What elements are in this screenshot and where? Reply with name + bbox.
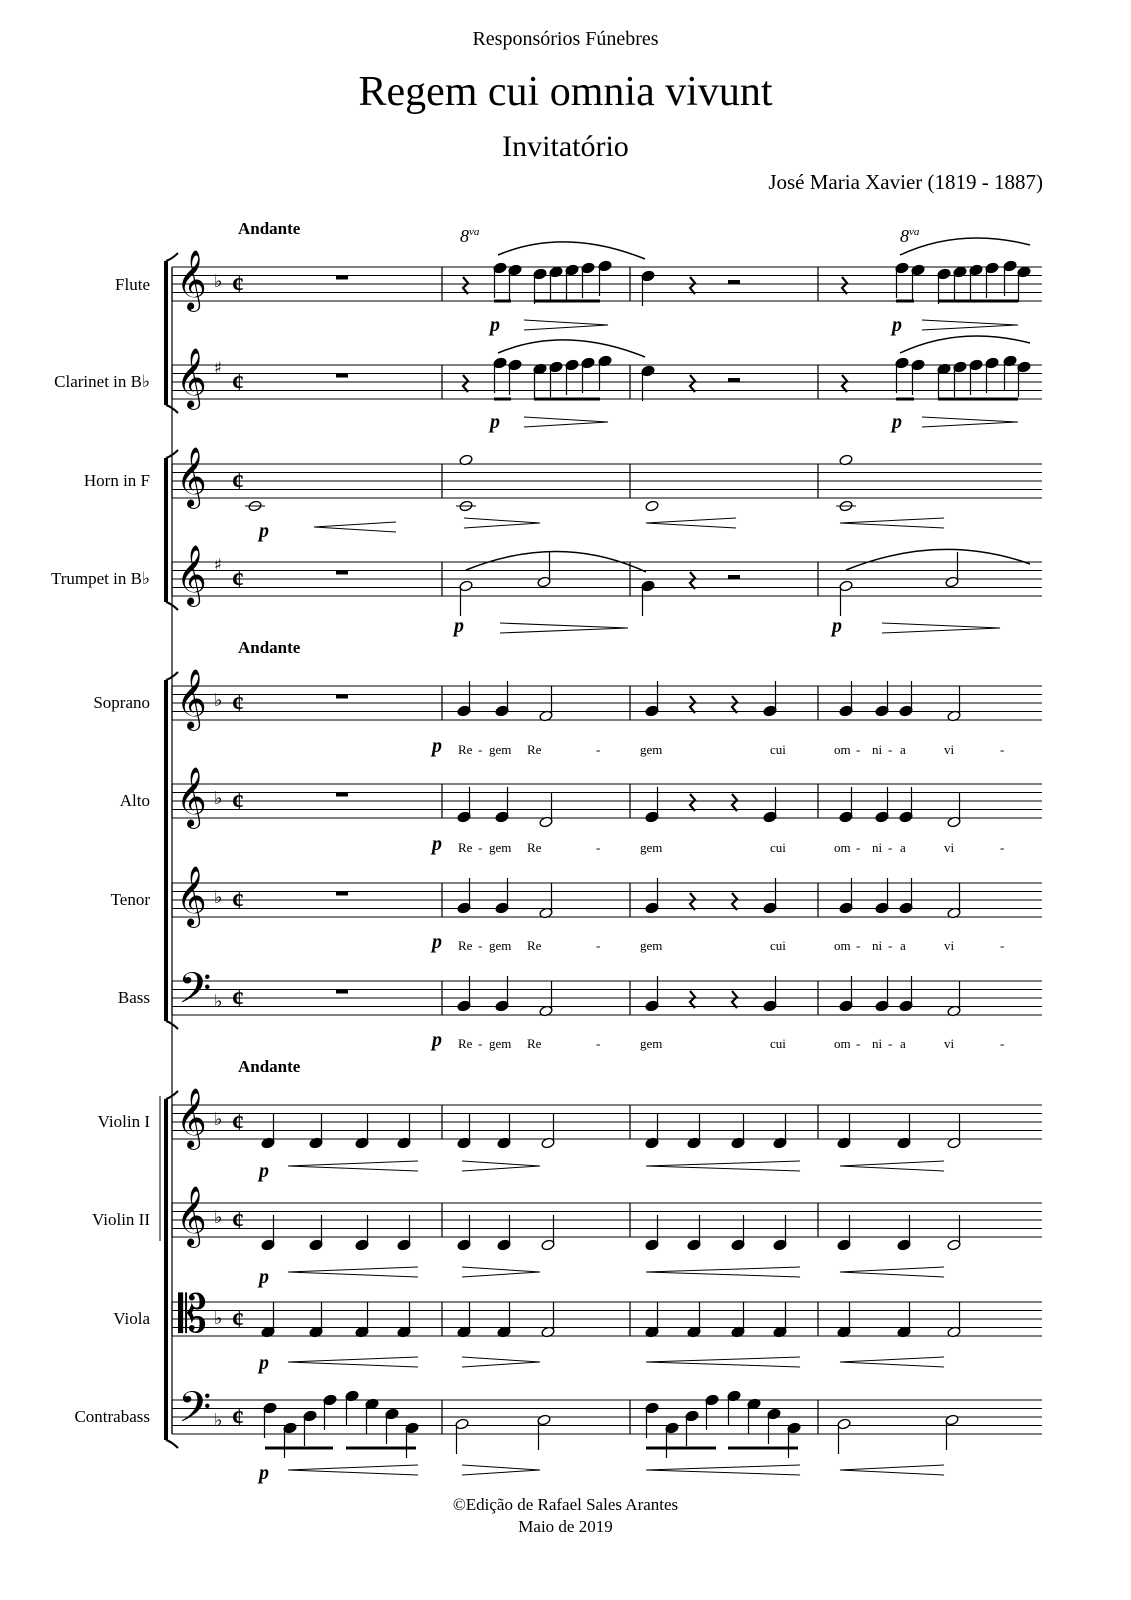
lyric-syllable: om	[834, 742, 851, 757]
crescendo-hairpin	[314, 527, 396, 532]
slur	[846, 549, 1030, 570]
instrument-label-trumpet: Trumpet in B♭	[50, 569, 150, 588]
lyric-hyphen: -	[888, 742, 893, 757]
treble-clef-icon: 𝄞	[176, 545, 207, 605]
lyric-syllable: vi	[944, 938, 955, 953]
diminuendo-hairpin	[922, 417, 1018, 422]
instrument-label-contrabass: Contrabass	[74, 1407, 150, 1426]
quarter-rest-icon	[732, 991, 737, 1008]
treble-clef-icon: 𝄞	[176, 1088, 207, 1148]
crescendo-hairpin	[840, 1272, 944, 1277]
lyric-syllable: vi	[944, 742, 955, 757]
half-rest-icon	[728, 575, 740, 579]
lyric-syllable: cui	[770, 840, 786, 855]
diminuendo-hairpin	[462, 1161, 540, 1166]
lyric-syllable: cui	[770, 938, 786, 953]
diminuendo-hairpin	[462, 1465, 540, 1470]
ottava-marking: $8^{va}$	[460, 226, 480, 246]
flat-key-signature-icon: ♭	[214, 887, 223, 908]
time-signature: ¢	[232, 1307, 244, 1333]
lyric-syllable: vi	[944, 1036, 955, 1051]
crescendo-hairpin	[646, 1166, 800, 1171]
lyric-syllable: cui	[770, 1036, 786, 1051]
crescendo-hairpin	[840, 1166, 944, 1171]
slur	[900, 336, 1030, 353]
flat-key-signature-icon: ♭	[214, 991, 223, 1012]
lyric-syllable: a	[900, 742, 906, 757]
piece-title: Regem cui omnia vivunt	[358, 69, 773, 115]
lyric-syllable: Re	[527, 840, 542, 855]
dynamic-marking: p	[259, 1266, 269, 1288]
flat-key-signature-icon: ♭	[214, 1109, 223, 1130]
crescendo-hairpin	[646, 1161, 800, 1166]
lyric-syllable: Re	[458, 938, 473, 953]
copyright-notice: ©Edição de Rafael Sales Arantes	[452, 1495, 679, 1514]
diminuendo-hairpin	[524, 325, 608, 330]
time-signature: ¢	[232, 1405, 244, 1431]
whole-rest-icon	[336, 374, 348, 378]
half-rest-icon	[728, 378, 740, 382]
lyric-syllable: om	[834, 1036, 851, 1051]
quarter-rest-icon	[463, 277, 468, 294]
lyric-syllable: om	[834, 840, 851, 855]
lyric-syllable: ni	[872, 742, 883, 757]
lyric-hyphen: -	[478, 1036, 483, 1051]
flat-key-signature-icon: ♭	[214, 690, 223, 711]
lyric-syllable: gem	[640, 840, 663, 855]
time-signature: ¢	[232, 567, 244, 593]
treble-clef-icon: 𝄞	[176, 250, 207, 310]
crescendo-hairpin	[646, 518, 736, 523]
lyric-syllable: gem	[489, 840, 512, 855]
dynamic-marking: p	[259, 520, 269, 542]
crescendo-hairpin	[840, 1465, 944, 1470]
quarter-rest-icon	[732, 893, 737, 910]
lyric-hyphen: -	[478, 840, 483, 855]
diminuendo-hairpin	[464, 518, 540, 523]
diminuendo-hairpin	[462, 1267, 540, 1272]
crescendo-hairpin	[840, 1267, 944, 1272]
lyric-hyphen: -	[856, 938, 861, 953]
lyric-hyphen: -	[856, 742, 861, 757]
quarter-rest-icon	[690, 794, 695, 811]
bracket-hook	[166, 253, 178, 261]
dynamic-marking: p	[432, 833, 442, 855]
lyric-syllable: vi	[944, 840, 955, 855]
lyric-syllable: gem	[640, 1036, 663, 1051]
treble-clef-icon: 𝄞	[176, 447, 207, 507]
dynamic-marking: p	[454, 615, 464, 637]
dynamic-marking: p	[892, 411, 902, 433]
crescendo-hairpin	[646, 1470, 800, 1475]
lyric-syllable: a	[900, 840, 906, 855]
diminuendo-hairpin	[462, 1166, 540, 1171]
lyric-syllable: gem	[640, 938, 663, 953]
lyric-hyphen: -	[478, 742, 483, 757]
lyric-syllable: Re	[458, 1036, 473, 1051]
slur	[498, 340, 645, 357]
bass-clef-icon: 𝄢	[178, 1383, 212, 1443]
quarter-rest-icon	[690, 277, 695, 294]
treble-clef-icon: 𝄞	[176, 669, 207, 729]
crescendo-hairpin	[840, 1357, 944, 1362]
time-signature: ¢	[232, 691, 244, 717]
tempo-marking: Andante	[238, 638, 301, 657]
crescendo-hairpin	[288, 1272, 418, 1277]
lyric-hyphen: -	[478, 938, 483, 953]
diminuendo-hairpin	[922, 320, 1018, 325]
composer: José Maria Xavier (1819 - 1887)	[768, 170, 1043, 194]
instrument-label-bass: Bass	[117, 988, 150, 1007]
crescendo-hairpin	[840, 518, 944, 523]
diminuendo-hairpin	[500, 628, 628, 633]
instrument-label-clarinet: Clarinet in B♭	[54, 372, 150, 391]
whole-rest-icon	[336, 990, 348, 994]
lyric-hyphen: -	[888, 938, 893, 953]
whole-rest-icon	[336, 892, 348, 896]
diminuendo-hairpin	[524, 320, 608, 325]
diminuendo-hairpin	[524, 417, 608, 422]
slur	[498, 242, 645, 259]
crescendo-hairpin	[288, 1362, 418, 1367]
diminuendo-hairpin	[464, 523, 540, 528]
lyric-hyphen: -	[1000, 1036, 1005, 1051]
crescendo-hairpin	[646, 1465, 800, 1470]
instrument-label-violin-2: Violin II	[92, 1210, 150, 1229]
crescendo-hairpin	[840, 1362, 944, 1367]
treble-clef-icon: 𝄞	[176, 767, 207, 827]
dynamic-marking: p	[432, 1029, 442, 1051]
lyric-syllable: ni	[872, 1036, 883, 1051]
dynamic-marking: p	[832, 615, 842, 637]
quarter-rest-icon	[732, 696, 737, 713]
collection-title: Responsórios Fúnebres	[472, 28, 659, 50]
edition-date: Maio de 2019	[518, 1517, 613, 1536]
flat-key-signature-icon: ♭	[214, 271, 223, 292]
lyric-hyphen: -	[596, 742, 601, 757]
crescendo-hairpin	[288, 1465, 418, 1470]
alto-clef-icon: 𝄡	[178, 1285, 208, 1345]
lyric-syllable: a	[900, 1036, 906, 1051]
quarter-rest-icon	[732, 794, 737, 811]
time-signature: ¢	[232, 469, 244, 495]
whole-rest-icon	[336, 695, 348, 699]
lyric-syllable: gem	[489, 1036, 512, 1051]
diminuendo-hairpin	[922, 422, 1018, 427]
crescendo-hairpin	[840, 1161, 944, 1166]
time-signature: ¢	[232, 789, 244, 815]
half-rest-icon	[728, 280, 740, 284]
lyric-syllable: ni	[872, 938, 883, 953]
lyric-syllable: Re	[458, 840, 473, 855]
instrument-label-horn: Horn in F	[83, 471, 150, 490]
dynamic-marking: p	[432, 931, 442, 953]
tempo-marking: Andante	[238, 1057, 301, 1076]
quarter-rest-icon	[690, 991, 695, 1008]
instrument-label-alto: Alto	[119, 791, 150, 810]
diminuendo-hairpin	[500, 623, 628, 628]
dynamic-marking: p	[259, 1352, 269, 1374]
crescendo-hairpin	[288, 1357, 418, 1362]
lyric-hyphen: -	[888, 840, 893, 855]
lyric-syllable: Re	[527, 938, 542, 953]
flat-key-signature-icon: ♭	[214, 788, 223, 809]
lyric-hyphen: -	[888, 1036, 893, 1051]
diminuendo-hairpin	[462, 1362, 540, 1367]
flat-key-signature-icon: ♭	[214, 1308, 223, 1329]
lyric-hyphen: -	[596, 938, 601, 953]
whole-rest-icon	[336, 276, 348, 280]
note-head	[645, 500, 659, 512]
lyric-hyphen: -	[1000, 840, 1005, 855]
quarter-rest-icon	[842, 277, 847, 294]
bracket-hook	[166, 1440, 178, 1448]
lyric-hyphen: -	[856, 1036, 861, 1051]
crescendo-hairpin	[646, 523, 736, 528]
treble-clef-icon: 𝄞	[176, 348, 207, 408]
diminuendo-hairpin	[882, 623, 1000, 628]
time-signature: ¢	[232, 986, 244, 1012]
lyric-hyphen: -	[856, 840, 861, 855]
sharp-key-signature-icon: ♯	[214, 555, 222, 574]
flat-key-signature-icon: ♭	[214, 1207, 223, 1228]
instrument-label-viola: Viola	[113, 1309, 150, 1328]
whole-rest-icon	[336, 571, 348, 575]
time-signature: ¢	[232, 1110, 244, 1136]
crescendo-hairpin	[646, 1362, 800, 1367]
diminuendo-hairpin	[462, 1470, 540, 1475]
lyric-syllable: ni	[872, 840, 883, 855]
crescendo-hairpin	[288, 1161, 418, 1166]
time-signature: ¢	[232, 888, 244, 914]
lyric-hyphen: -	[1000, 742, 1005, 757]
quarter-rest-icon	[842, 375, 847, 392]
treble-clef-icon: 𝄞	[176, 1186, 207, 1246]
quarter-rest-icon	[463, 375, 468, 392]
quarter-rest-icon	[690, 696, 695, 713]
sharp-key-signature-icon: ♯	[214, 358, 222, 377]
lyric-hyphen: -	[1000, 938, 1005, 953]
lyric-syllable: gem	[489, 742, 512, 757]
dynamic-marking: p	[259, 1462, 269, 1484]
dynamic-marking: p	[490, 411, 500, 433]
lyric-syllable: om	[834, 938, 851, 953]
quarter-rest-icon	[690, 375, 695, 392]
dynamic-marking: p	[892, 314, 902, 336]
lyric-hyphen: -	[596, 840, 601, 855]
lyric-syllable: Re	[458, 742, 473, 757]
lyric-syllable: gem	[489, 938, 512, 953]
treble-clef-icon: 𝄞	[176, 866, 207, 926]
crescendo-hairpin	[288, 1470, 418, 1475]
crescendo-hairpin	[314, 522, 396, 527]
crescendo-hairpin	[288, 1267, 418, 1272]
quarter-rest-icon	[690, 893, 695, 910]
lyric-syllable: Re	[527, 742, 542, 757]
ottava-marking: $8^{va}$	[900, 226, 920, 246]
crescendo-hairpin	[840, 1470, 944, 1475]
whole-rest-icon	[336, 793, 348, 797]
time-signature: ¢	[232, 370, 244, 396]
dynamic-marking: p	[432, 735, 442, 757]
instrument-label-flute: Flute	[115, 275, 150, 294]
dynamic-marking: p	[490, 314, 500, 336]
time-signature: ¢	[232, 272, 244, 298]
lyric-syllable: Re	[527, 1036, 542, 1051]
piece-subtitle: Invitatório	[502, 130, 629, 163]
crescendo-hairpin	[646, 1272, 800, 1277]
instrument-label-violin-1: Violin I	[97, 1112, 150, 1131]
tempo-marking: Andante	[238, 219, 301, 238]
quarter-rest-icon	[690, 572, 695, 589]
diminuendo-hairpin	[524, 422, 608, 427]
crescendo-hairpin	[840, 523, 944, 528]
bass-clef-icon: 𝄢	[178, 964, 212, 1024]
diminuendo-hairpin	[462, 1357, 540, 1362]
lyric-syllable: gem	[640, 742, 663, 757]
lyric-syllable: cui	[770, 742, 786, 757]
crescendo-hairpin	[646, 1357, 800, 1362]
crescendo-hairpin	[288, 1166, 418, 1171]
time-signature: ¢	[232, 1208, 244, 1234]
instrument-label-soprano: Soprano	[93, 693, 150, 712]
lyric-hyphen: -	[596, 1036, 601, 1051]
diminuendo-hairpin	[462, 1272, 540, 1277]
flat-key-signature-icon: ♭	[214, 1410, 223, 1431]
lyric-syllable: a	[900, 938, 906, 953]
dynamic-marking: p	[259, 1160, 269, 1182]
diminuendo-hairpin	[882, 628, 1000, 633]
instrument-label-tenor: Tenor	[110, 890, 150, 909]
diminuendo-hairpin	[922, 325, 1018, 330]
slur	[900, 238, 1030, 255]
crescendo-hairpin	[646, 1267, 800, 1272]
